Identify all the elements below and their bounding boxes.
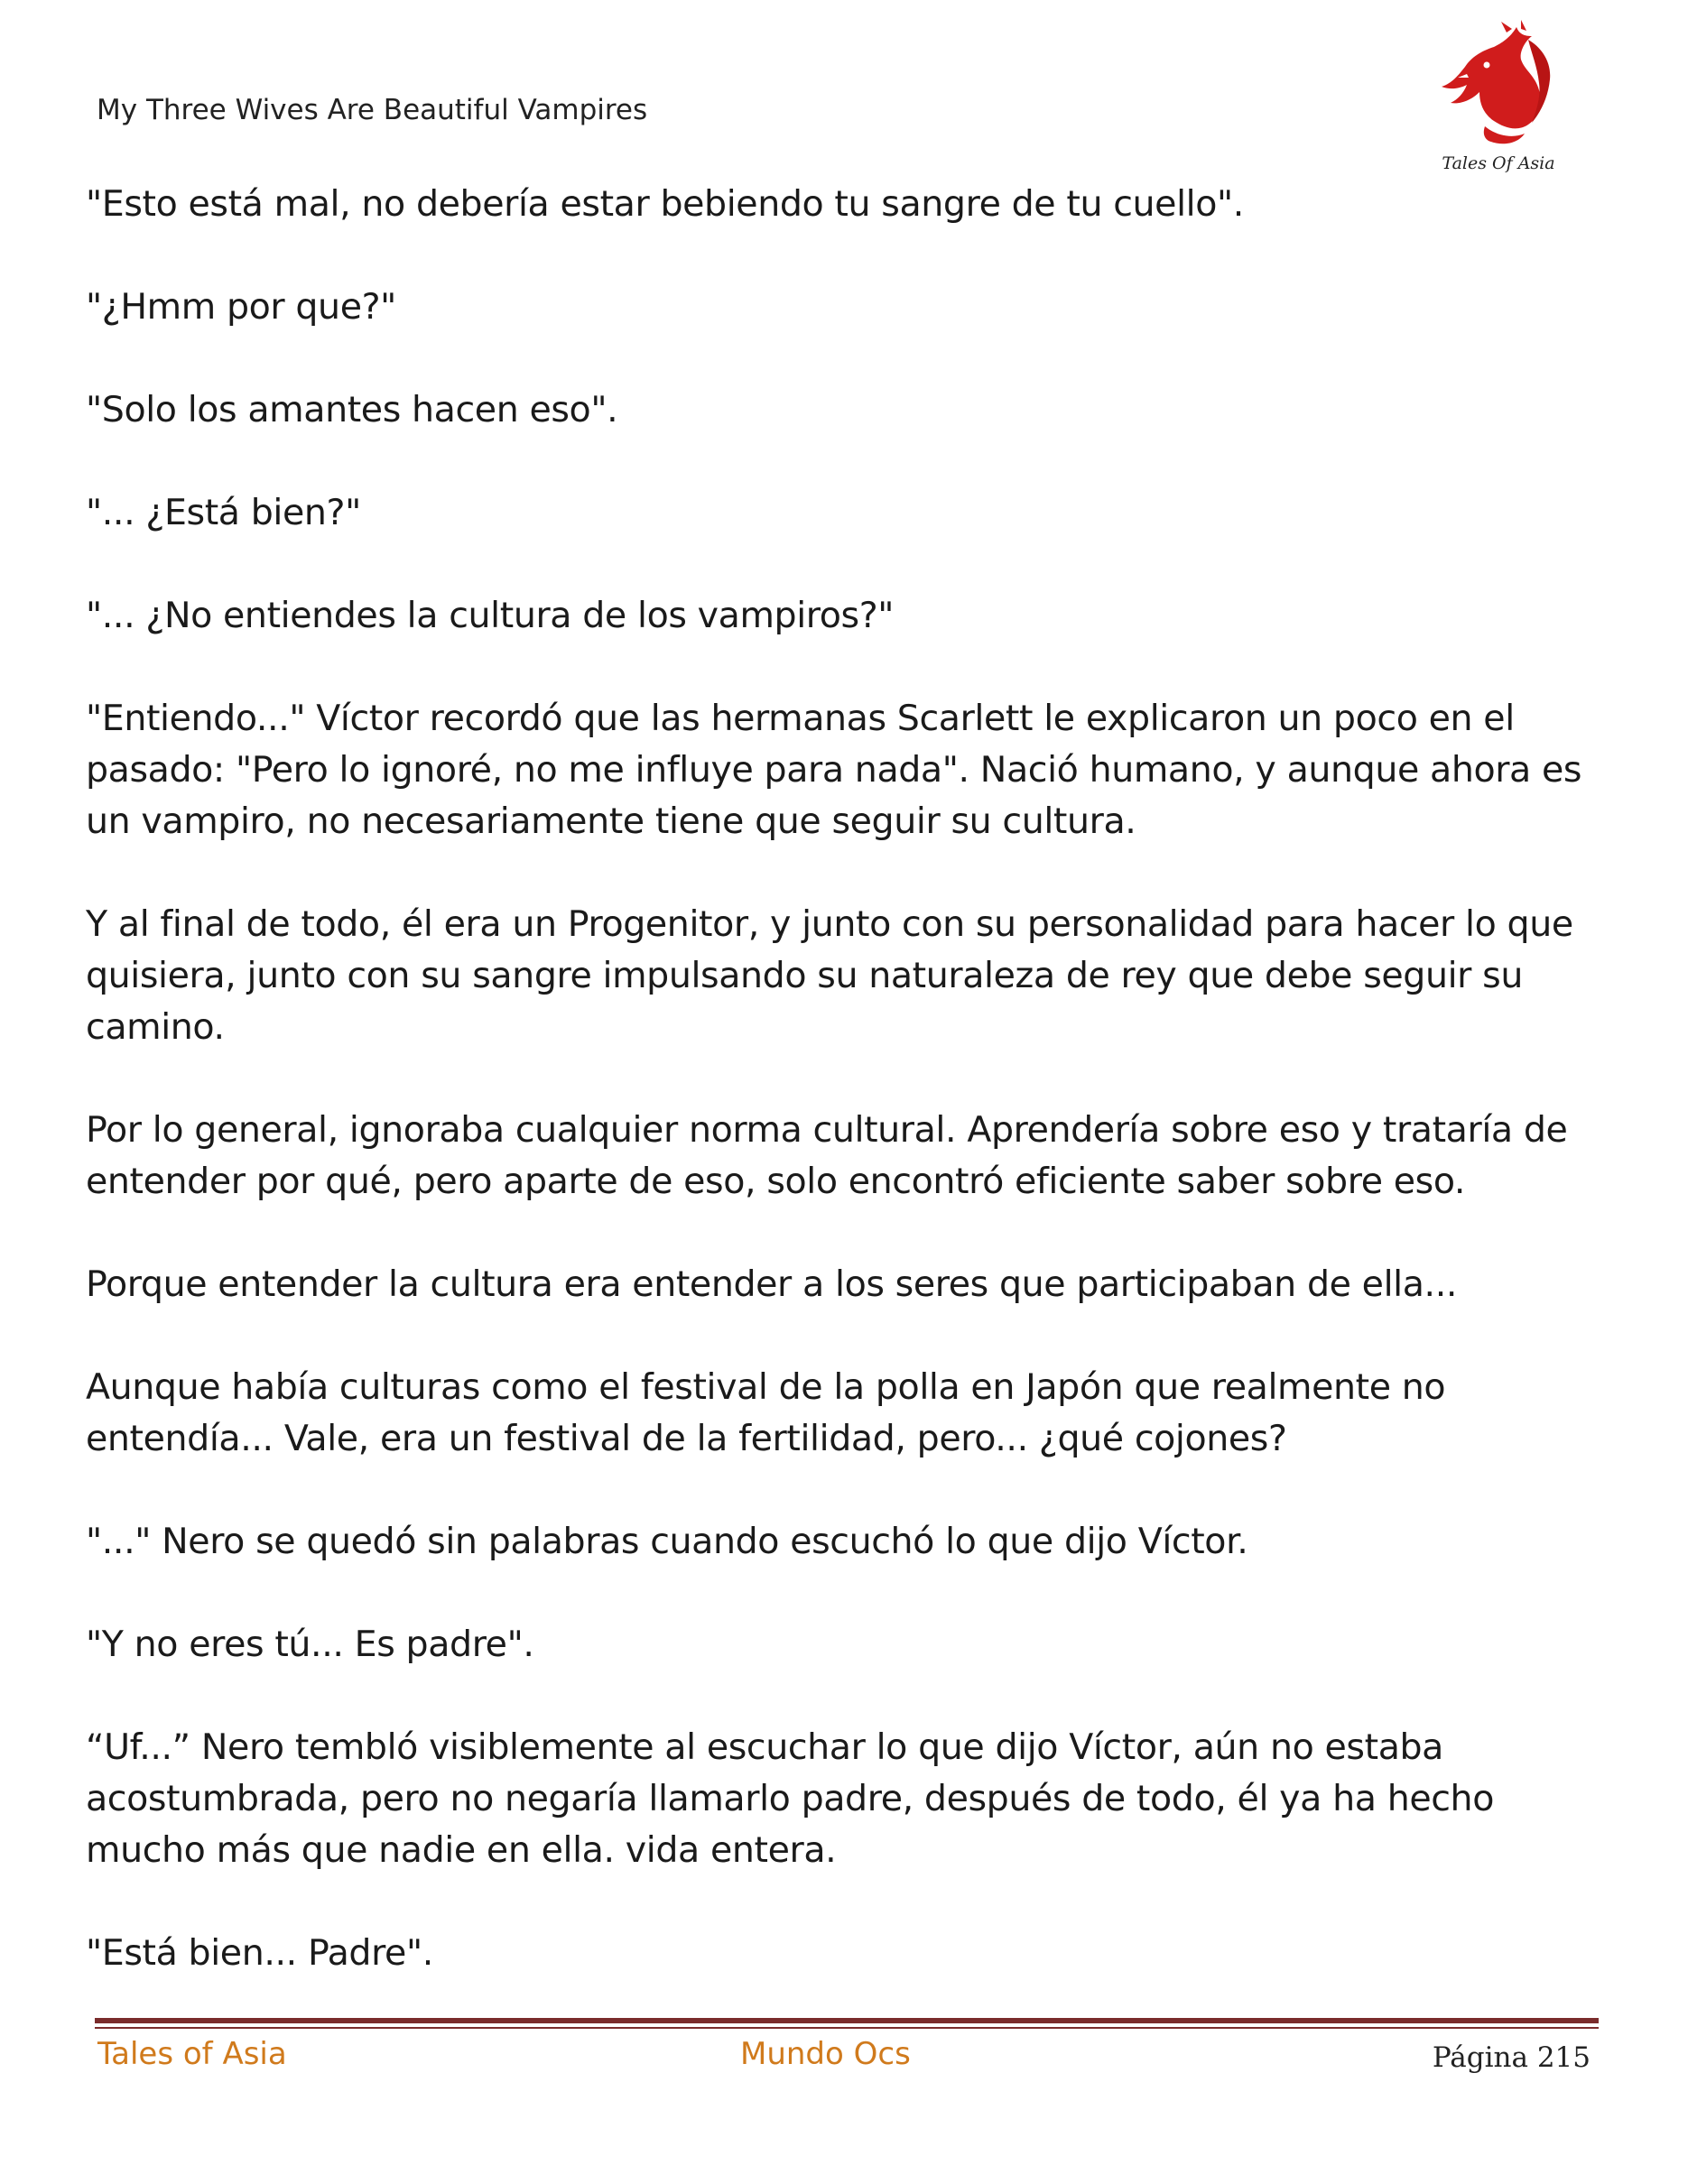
page-number: Página 215: [1432, 2041, 1591, 2074]
paragraph: Aunque había culturas como el festival de la polla en Japón que realmente no entendía... Vale, era un festival de la fertilidad, pero... ¿qué cojones?: [86, 1366, 1446, 1459]
footer-section: Mundo Ocs: [740, 2036, 911, 2072]
footer-publisher: Tales of Asia: [97, 2036, 287, 2072]
paragraph: "Está bien... Padre".: [86, 1932, 433, 1974]
paragraph: Por lo general, ignoraba cualquier norma cultural. Aprendería sobre eso y trataría de entender por qué, pero aparte de eso, solo encontró eficiente saber sobre eso.: [86, 1109, 1568, 1202]
paragraph: "..." Nero se quedó sin palabras cuando escuchó lo que dijo Víctor.: [86, 1521, 1248, 1562]
paragraph: "... ¿Está bien?": [86, 492, 361, 533]
paragraph: "Solo los amantes hacen eso".: [86, 389, 618, 430]
dragon-logo-icon: [1431, 20, 1557, 164]
paragraph: "... ¿No entiendes la cultura de los vampiros?": [86, 595, 895, 636]
footer-divider-thin: [95, 2027, 1599, 2029]
paragraph: Y al final de todo, él era un Progenitor, y junto con su personalidad para hacer lo que quisiera, junto con su sangre impulsando su naturaleza de rey que debe seguir su camino.: [86, 903, 1573, 1048]
paragraph: "Y no eres tú... Es padre".: [86, 1624, 534, 1665]
footer-divider: [95, 2018, 1599, 2023]
paragraph: Porque entender la cultura era entender a los seres que participaban de ella...: [86, 1263, 1458, 1305]
tales-of-asia-logo: [1431, 20, 1557, 182]
paragraph: "¿Hmm por que?": [86, 286, 396, 328]
paragraph: "Esto está mal, no debería estar bebiendo tu sangre de tu cuello".: [86, 183, 1244, 225]
paragraph: "Entiendo..." Víctor recordó que las hermanas Scarlett le explicaron un poco en el pasado: "Pero lo ignoré, no me influye para nada". Nació humano, y aunque ahora es un vampiro, no necesariamente tiene que seguir su cultura.: [86, 698, 1582, 842]
logo-text: Tales Of Asia: [1442, 153, 1555, 173]
chapter-body: [86, 179, 1602, 2031]
running-header-title: My Three Wives Are Beautiful Vampires: [97, 94, 648, 126]
paragraph: “Uf...” Nero tembló visiblemente al escuchar lo que dijo Víctor, aún no estaba acostumbrada, pero no negaría llamarlo padre, después de todo, él ya ha hecho mucho más que nadie en ella. vida entera.: [86, 1726, 1494, 1871]
